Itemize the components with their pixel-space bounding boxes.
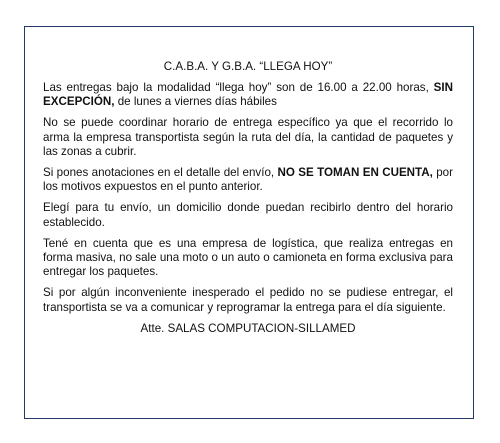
not-considered-emphasis: NO SE TOMAN EN CUENTA, bbox=[277, 166, 433, 180]
delivery-hours-text: Las entregas bajo la modalidad “llega hoy” son de 16.00 a 22.00 horas, bbox=[43, 81, 434, 94]
notice-box bbox=[24, 26, 474, 419]
signature: Atte. SALAS COMPUTACION-SILLAMED bbox=[140, 321, 356, 335]
delivery-hours-paragraph bbox=[43, 81, 453, 109]
no-specific-time-paragraph: No se puede coordinar horario de entrega específico ya que el recorrido lo arma la empresa transportista según la ruta del día, la cantidad de paquetes y las zonas a cubrir. bbox=[43, 116, 453, 158]
address-paragraph: Elegí para tu envío, un domicilio donde puedan recibirlo dentro del horario establecido. bbox=[43, 201, 453, 229]
delivery-days-text: de lunes a viernes días hábiles bbox=[114, 95, 277, 109]
logistics-paragraph: Tené en cuenta que es una empresa de logística, que realiza entregas en forma masiva, no sale una moto o un auto o camioneta en forma exclusiva para entregar los paquetes. bbox=[43, 236, 453, 279]
notice-title: C.A.B.A. Y G.B.A. “LLEGA HOY” bbox=[163, 60, 333, 73]
reschedule-paragraph: Si por algún inconveniente inesperado el pedido no se pudiese entregar, el transportista se va a comunicar y reprogramar la entrega para el día siguiente. bbox=[43, 286, 453, 314]
annotations-text: Si pones anotaciones en el detalle del envío, bbox=[43, 166, 278, 180]
no-exception-emphasis: SIN EXCEPCIÓN, bbox=[43, 81, 453, 109]
annotations-paragraph bbox=[43, 166, 453, 194]
annotations-reason-text: por los motivos expuestos en el punto anterior. bbox=[43, 166, 453, 194]
